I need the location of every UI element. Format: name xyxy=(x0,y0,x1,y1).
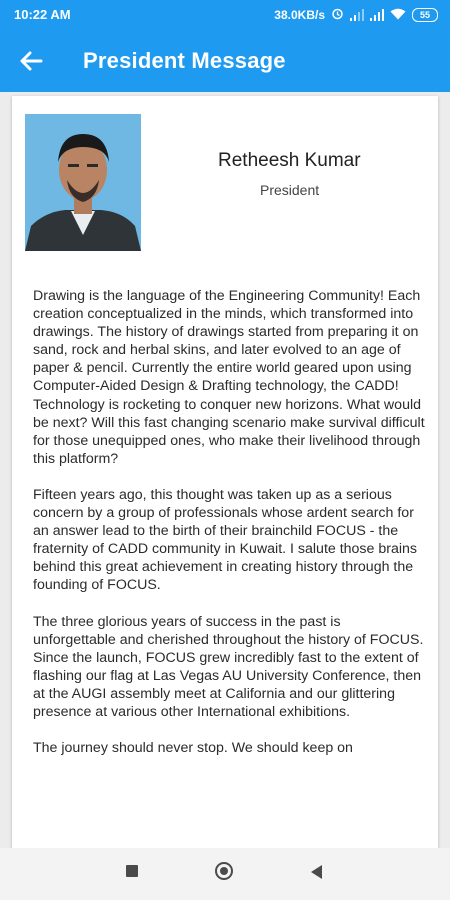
system-nav-bar xyxy=(0,848,450,900)
message-paragraph: Fifteen years ago, this thought was taken up as a serious concern by a group of professionals whose ardent search for an answer lead to the birth of their brainchild FOCUS - the fraternity of CADD community in Kuwait. I salute those brains behind this great achievement in creating history through the founding of FOCUS. xyxy=(33,486,418,594)
president-name: Retheesh Kumar xyxy=(218,150,361,171)
message-paragraph: Drawing is the language of the Engineering Community! Each creation conceptualized in the minds, which transformed into drawings. The history of drawings started from preparing it on sand, rock and herbal skins, and later evolved to an age of paper & pencil. Currently the entire world geared upon using Computer-Aided Design & Drafting technology, the CADD! Technology is rocketing to conquer new horizons. What would be next? Will this fast changing scenario make survival difficult for those unequipped ones, who make their livelihood through this platform? xyxy=(33,288,425,467)
wifi-icon xyxy=(390,8,406,23)
status-bar xyxy=(0,0,450,30)
president-role: President xyxy=(260,182,320,198)
message-paragraph: The journey should never stop. We should keep on xyxy=(33,740,353,757)
network-speed: 38.0KB/s xyxy=(274,8,325,22)
battery-icon: 55 xyxy=(412,8,438,22)
message-paragraph: The three glorious years of success in the past is unforgettable and cherished throughout the history of FOCUS. Since the launch, FOCUS grew incredibly fast to the extent of flashing our flag at Las Vegas AU University Conference, then at the AUGI assembly meet at California and our glittering presence at various other International exhibitions. xyxy=(33,613,424,720)
alarm-icon xyxy=(331,7,344,23)
recents-button[interactable] xyxy=(126,865,138,877)
nav-back-button[interactable] xyxy=(311,865,322,879)
back-button[interactable] xyxy=(14,44,48,78)
status-time: 10:22 AM xyxy=(14,7,71,22)
message-body xyxy=(33,287,425,775)
message-card xyxy=(12,96,438,856)
status-icons xyxy=(274,7,438,23)
signal-icon-2 xyxy=(370,9,384,21)
page-title: President Message xyxy=(83,48,286,73)
circle-icon xyxy=(220,867,228,875)
arrow-left-icon xyxy=(14,44,48,78)
app-bar xyxy=(0,30,450,92)
home-button[interactable] xyxy=(215,862,233,880)
signal-icon-1 xyxy=(350,9,364,21)
president-photo xyxy=(25,114,141,251)
